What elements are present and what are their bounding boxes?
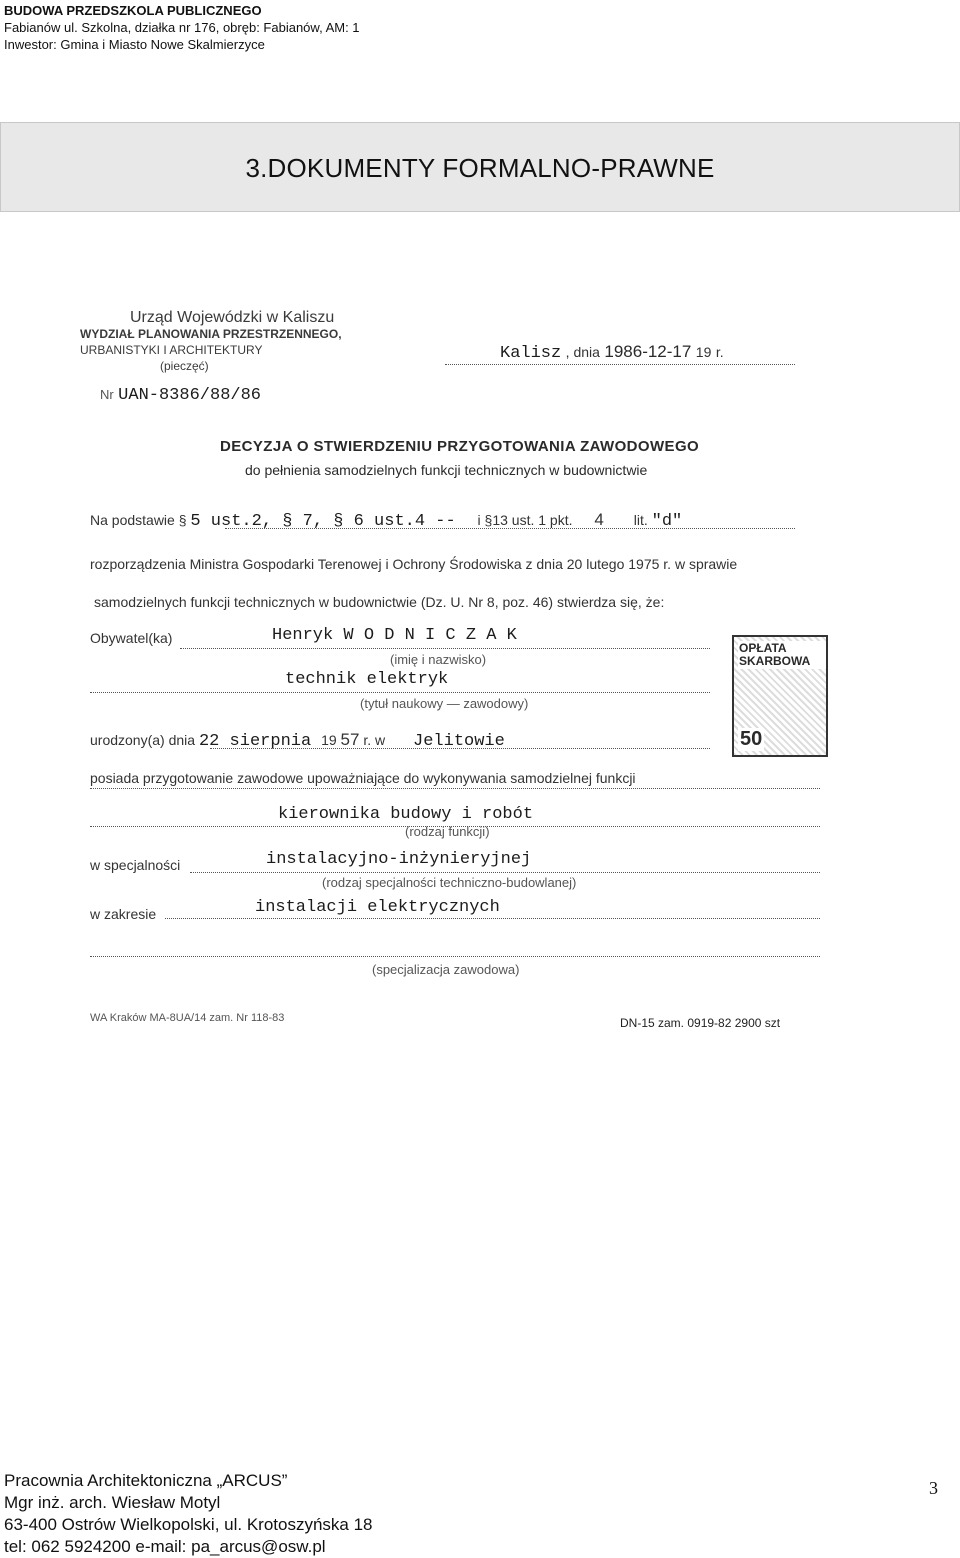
profession-value: technik elektryk <box>285 670 449 689</box>
specialty-value: instalacyjno-inżynieryjnej <box>266 850 532 869</box>
place-value: Kalisz <box>500 344 562 363</box>
office-line-2: WYDZIAŁ PLANOWANIA PRZESTRZENNEGO, <box>80 327 342 341</box>
function-value: kierownika budowy i robót <box>278 805 534 824</box>
born-label: urodzony(a) dnia <box>90 732 196 748</box>
seal-label: (pieczęć) <box>160 359 209 373</box>
profession-caption: (tytuł naukowy — zawodowy) <box>360 696 529 711</box>
page-footer <box>4 1470 373 1558</box>
basis-dotted-line <box>225 528 795 529</box>
scope-label: w zakresie <box>90 906 157 922</box>
reference-prefix: Nr <box>100 387 114 402</box>
date-dotted-line <box>445 364 795 365</box>
born-place: Jelitowie <box>413 732 505 751</box>
basis-value: 5 ust.2, § 7, § 6 ust.4 -- <box>190 512 456 531</box>
scope-dotted-line <box>165 918 820 919</box>
revenue-stamp-value: 50 <box>740 728 763 750</box>
date-label: , dnia <box>565 344 600 360</box>
born-dotted-line <box>210 748 710 749</box>
citizen-dotted-line <box>180 648 710 649</box>
print-info-left: WA Kraków MA-8UA/14 zam. Nr 118-83 <box>90 1012 285 1024</box>
year-suffix: 19 <box>695 344 712 360</box>
name-caption: (imię i nazwisko) <box>390 652 487 667</box>
function-caption: (rodzaj funkcji) <box>405 824 490 839</box>
page-number: 3 <box>929 1478 938 1498</box>
footer-address: 63-400 Ostrów Wielkopolski, ul. Krotoszyńska 18 <box>4 1515 373 1534</box>
born-year: 57 <box>340 730 360 749</box>
scope-value: instalacji elektrycznych <box>255 898 500 917</box>
footer-studio: Pracownia Architektoniczna „ARCUS” <box>4 1471 288 1490</box>
project-investor: Inwestor: Gmina i Miasto Nowe Skalmierzyce <box>4 37 265 52</box>
basis-lit-label: lit. <box>633 512 648 528</box>
print-info-right: DN-15 zam. 0919-82 2900 szt <box>620 1016 781 1030</box>
scope-dotted-line-2 <box>90 956 820 957</box>
reference-value: UAN-8386/88/86 <box>118 386 261 405</box>
reference-number <box>100 386 261 405</box>
document-title: DECYZJA O STWIERDZENIU PRZYGOTOWANIA ZAWODOWEGO <box>220 438 700 455</box>
project-title: BUDOWA PRZEDSZKOLA PUBLICZNEGO <box>4 3 262 18</box>
footer-architect: Mgr inż. arch. Wiesław Motyl <box>4 1493 221 1512</box>
office-stamp <box>80 310 342 374</box>
date-value: 1986-12-17 <box>604 342 692 361</box>
specialty-caption: (rodzaj specjalności techniczno-budowlanej) <box>322 875 577 890</box>
basis-lit: "d" <box>651 512 683 531</box>
specialty-dotted-line <box>190 872 820 873</box>
document-subtitle: do pełnienia samodzielnych funkcji technicznych w budownictwie <box>245 462 648 478</box>
year-r: r. <box>715 344 724 360</box>
footer-contact: tel: 062 5924200 e-mail: pa_arcus@osw.pl <box>4 1537 326 1556</box>
basis-pkt: 4 <box>594 510 604 529</box>
scanned-document <box>60 300 840 1040</box>
qualification-dotted-line <box>90 788 820 789</box>
basis-label: Na podstawie § <box>90 512 187 528</box>
office-line-3: URBANISTYKI I ARCHITEKTURY <box>80 343 263 357</box>
project-location: Fabianów ul. Szkolna, działka nr 176, obręb: Fabianów, AM: 1 <box>4 20 360 35</box>
section-banner <box>0 122 960 212</box>
specialty-label: w specjalności <box>90 857 181 873</box>
profession-dotted-line <box>90 692 710 693</box>
born-year-prefix: 19 <box>321 732 337 748</box>
citizen-label: Obywatel(ka) <box>90 630 173 646</box>
revenue-stamp-label: OPŁATA SKARBOWA <box>738 641 826 669</box>
born-in-label: r. w <box>363 732 386 748</box>
scope-caption: (specjalizacja zawodowa) <box>372 962 520 977</box>
date-line <box>500 342 724 363</box>
citizen-name: Henryk W O D N I C Z A K <box>272 626 517 645</box>
office-line-1: Urząd Wojewódzki w Kaliszu <box>130 309 335 326</box>
page-header <box>4 2 360 53</box>
qualification-line: posiada przygotowanie zawodowe upoważniające do wykonywania samodzielnej funkcji <box>90 770 636 786</box>
basis-mid: i §13 ust. 1 pkt. <box>477 512 573 528</box>
regulation-line-2: samodzielnych funkcji technicznych w budownictwie (Dz. U. Nr 8, poz. 46) stwierdza się, że: <box>94 594 665 610</box>
born-date: 22 sierpnia <box>198 732 312 751</box>
section-title: 3.DOKUMENTY FORMALNO-PRAWNE <box>245 153 715 183</box>
regulation-line-1: rozporządzenia Ministra Gospodarki Terenowej i Ochrony Środowiska z dnia 20 lutego 1975 r. w sprawie <box>90 556 738 572</box>
revenue-stamp <box>732 635 828 757</box>
